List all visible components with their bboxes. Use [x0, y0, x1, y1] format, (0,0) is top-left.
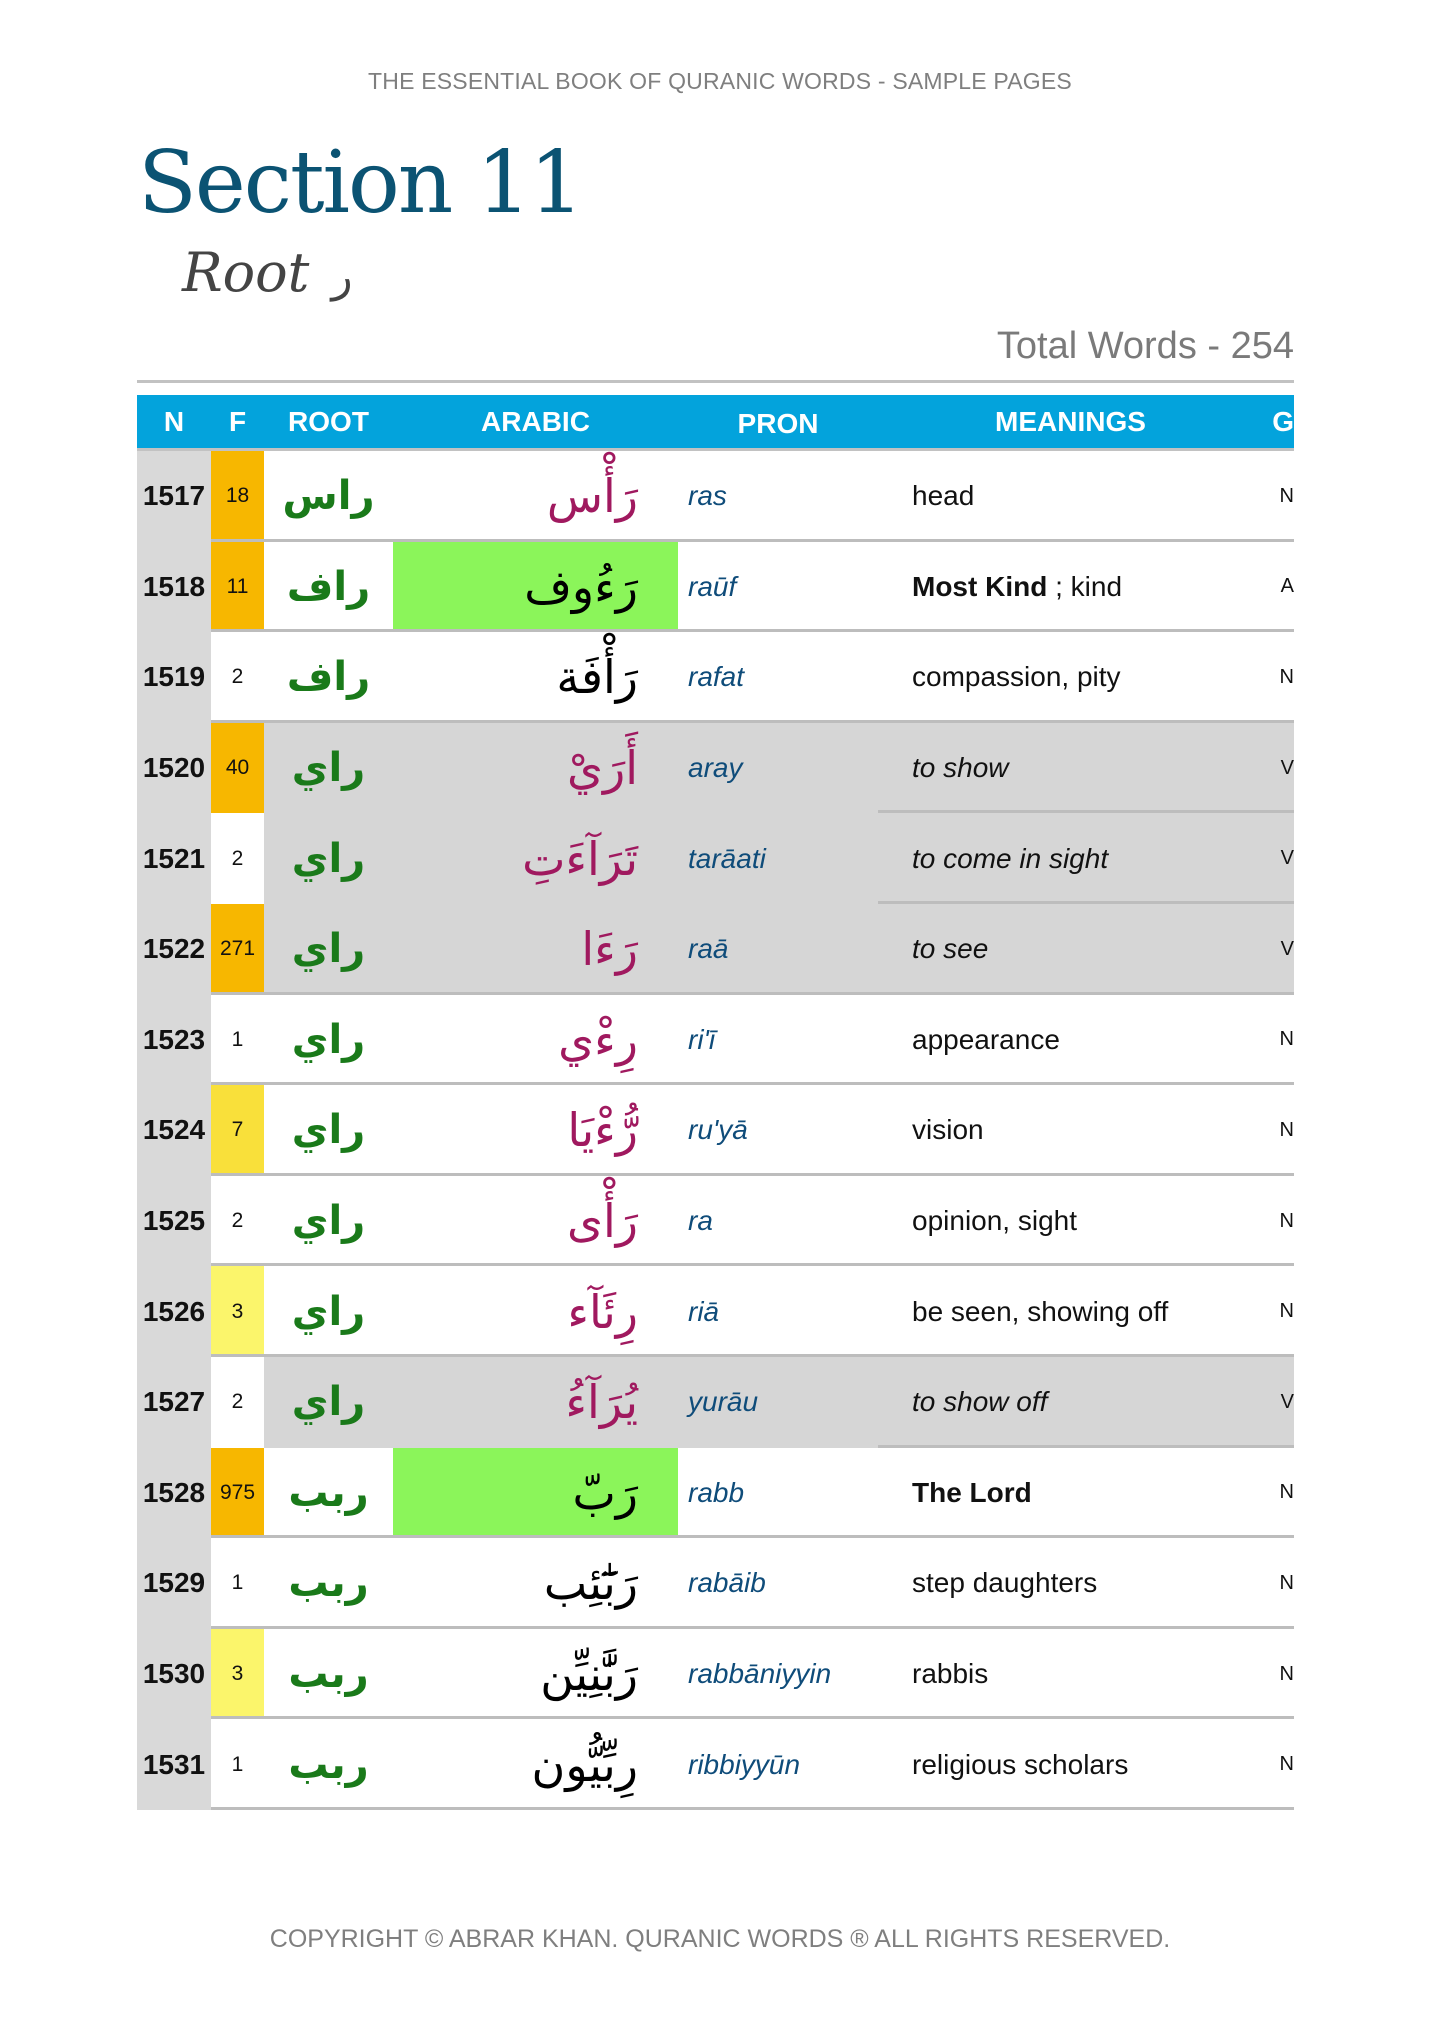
- root-letter: ر: [331, 251, 353, 302]
- grammar-type: N: [1279, 1300, 1294, 1323]
- word-number: 1517: [137, 451, 211, 542]
- grammar-type: N: [1279, 1662, 1294, 1685]
- meaning-text: religious scholars: [912, 1748, 1129, 1780]
- meaning: [878, 1538, 1263, 1629]
- header-g: G: [1272, 406, 1294, 437]
- header-n: N: [163, 406, 185, 437]
- frequency: 40: [211, 723, 264, 814]
- frequency: 3: [211, 1266, 264, 1357]
- table-row: [137, 1538, 1294, 1629]
- word-number: 1518: [137, 542, 211, 633]
- section-title: Section 11: [138, 133, 582, 233]
- top-divider: [137, 380, 1294, 383]
- meaning: [878, 813, 1263, 904]
- meaning-text: be seen, showing off: [912, 1295, 1169, 1327]
- frequency: 18: [211, 451, 264, 542]
- table-row: [137, 1266, 1294, 1357]
- header-root: ROOT: [288, 406, 369, 437]
- meaning-text: to come in sight: [912, 842, 1109, 874]
- table-row: [137, 1719, 1294, 1810]
- arabic-word: رَبّ: [393, 1448, 678, 1539]
- meaning-text: appearance: [912, 1023, 1060, 1055]
- meaning-text: rabbis: [912, 1658, 989, 1690]
- grammar-type: N: [1279, 484, 1294, 507]
- word-number: 1530: [137, 1629, 211, 1720]
- grammar-type: N: [1279, 1571, 1294, 1594]
- grammar-type: N: [1279, 1028, 1294, 1051]
- total-words-count: Total Words - 254: [996, 325, 1294, 367]
- pronunciation: ribbiyyūn: [688, 1748, 801, 1780]
- table-row: [137, 995, 1294, 1086]
- meaning: [878, 542, 1263, 633]
- meaning: [878, 1719, 1263, 1810]
- table-row: [137, 904, 1294, 995]
- pronunciation: rabbāniyyin: [688, 1658, 832, 1690]
- meaning-text: ; kind: [1047, 570, 1123, 602]
- root-word: راف: [286, 654, 371, 701]
- words-table: [137, 395, 1294, 1810]
- frequency: 1: [231, 1027, 244, 1051]
- root-word: راي: [291, 1288, 366, 1335]
- meaning-text: vision: [912, 1114, 984, 1146]
- root-word: راي: [291, 1198, 366, 1245]
- pronunciation: ra: [688, 1205, 713, 1237]
- word-number: 1522: [137, 904, 211, 995]
- meaning-text: step daughters: [912, 1567, 1098, 1599]
- meaning-emphasis: The Lord: [912, 1476, 1032, 1508]
- word-number: 1519: [137, 632, 211, 723]
- table-row: [137, 542, 1294, 633]
- word-number: 1526: [137, 1266, 211, 1357]
- root-word: راي: [291, 1107, 366, 1154]
- word-number: 1528: [137, 1448, 211, 1539]
- pronunciation: ru'yā: [688, 1114, 748, 1146]
- frequency: 2: [231, 1390, 244, 1414]
- table-row: [137, 723, 1294, 814]
- grammar-type: V: [1263, 723, 1294, 814]
- word-number: 1524: [137, 1085, 211, 1176]
- arabic-word: أَرَيْ: [393, 723, 678, 814]
- frequency: 2: [231, 665, 244, 689]
- meaning: [878, 451, 1263, 542]
- word-number: 1527: [137, 1357, 211, 1448]
- header-meanings: MEANINGS: [995, 406, 1146, 437]
- root-word: ربب: [288, 1651, 369, 1698]
- header-pron: PRON: [737, 408, 819, 439]
- frequency: 11: [211, 542, 264, 633]
- grammar-type: V: [1263, 1357, 1294, 1448]
- grammar-type: V: [1263, 904, 1294, 995]
- pronunciation: rabb: [688, 1476, 745, 1508]
- word-number: 1531: [137, 1719, 211, 1810]
- arabic-word: رَءُوف: [393, 542, 678, 633]
- meaning-text: head: [912, 480, 975, 512]
- pronunciation: aray: [678, 723, 878, 814]
- frequency: 3: [211, 1629, 264, 1720]
- arabic-word: رَبَٰٓئِب: [543, 1556, 638, 1611]
- arabic-word: رَبَّٰنِيِّن: [540, 1647, 638, 1702]
- header-arabic: ARABIC: [481, 406, 590, 437]
- grammar-type: N: [1279, 1753, 1294, 1776]
- meaning: [878, 632, 1263, 723]
- word-number: 1525: [137, 1176, 211, 1267]
- root-word: راي: [264, 813, 393, 904]
- table-header: [137, 395, 1294, 451]
- grammar-type: N: [1279, 1118, 1294, 1141]
- meaning: [878, 1266, 1263, 1357]
- root-word: راي: [264, 723, 393, 814]
- table-row: [137, 1629, 1294, 1720]
- table-row: [137, 1085, 1294, 1176]
- arabic-word: رُّءْيَا: [567, 1103, 638, 1158]
- grammar-type: N: [1279, 665, 1294, 688]
- grammar-type: N: [1279, 1209, 1294, 1232]
- arabic-word: تَرَآءَتِ: [393, 813, 678, 904]
- root-word: راي: [264, 1357, 393, 1448]
- frequency: 1: [231, 1571, 244, 1595]
- frequency: 271: [211, 904, 264, 995]
- table-row: [137, 1448, 1294, 1539]
- arabic-word: رَأْفَة: [556, 650, 638, 705]
- pronunciation: raā: [678, 904, 878, 995]
- root-word: راس: [282, 473, 375, 520]
- meaning-text: to show off: [912, 1386, 1048, 1418]
- pronunciation: ri'ī: [688, 1023, 716, 1055]
- word-number: 1529: [137, 1538, 211, 1629]
- row-divider: [211, 1807, 1294, 1810]
- pronunciation: rafat: [688, 661, 745, 693]
- grammar-type: A: [1280, 575, 1294, 598]
- meaning: [878, 1629, 1263, 1720]
- word-number: 1523: [137, 995, 211, 1086]
- arabic-word: رِئَآء: [567, 1284, 638, 1339]
- table-row: [137, 1176, 1294, 1267]
- grammar-type: N: [1279, 1481, 1294, 1504]
- section-subtitle: [182, 241, 353, 304]
- pronunciation: raūf: [688, 570, 737, 602]
- meaning: [878, 1357, 1263, 1448]
- frequency: 2: [231, 846, 244, 870]
- root-label: Root: [182, 241, 310, 304]
- arabic-word: يُرَآءُ: [393, 1357, 678, 1448]
- word-number: 1521: [137, 813, 211, 904]
- meaning-text: opinion, sight: [912, 1205, 1078, 1237]
- meaning-text: compassion, pity: [912, 661, 1121, 693]
- arabic-word: رَءَا: [393, 904, 678, 995]
- table-row: [137, 1357, 1294, 1448]
- arabic-word: رِءْي: [558, 1012, 638, 1067]
- root-word: ربب: [288, 1741, 369, 1788]
- meaning-emphasis: Most Kind: [912, 570, 1048, 602]
- root-word: راي: [264, 904, 393, 995]
- pronunciation: tarāati: [678, 813, 878, 904]
- arabic-word: رِبِّيُّون: [531, 1737, 638, 1792]
- meaning: [878, 1085, 1263, 1176]
- table-row: [137, 813, 1294, 904]
- copyright-footer: COPYRIGHT © ABRAR KHAN. QURANIC WORDS ® ALL RIGHTS RESERVED.: [269, 1925, 1171, 1953]
- meaning: [878, 904, 1263, 995]
- running-head: THE ESSENTIAL BOOK OF QURANIC WORDS - SAMPLE PAGES: [368, 68, 1072, 94]
- word-number: 1520: [137, 723, 211, 814]
- frequency: 7: [211, 1085, 264, 1176]
- arabic-word: رَأْى: [567, 1194, 638, 1249]
- grammar-type: V: [1263, 813, 1294, 904]
- root-word: ربب: [288, 1469, 369, 1516]
- pronunciation: riā: [688, 1295, 720, 1327]
- meaning-text: to see: [912, 933, 989, 965]
- root-word: راف: [286, 563, 371, 610]
- root-word: راي: [291, 1016, 366, 1063]
- arabic-word: رَأْس: [546, 469, 638, 524]
- frequency: 975: [211, 1448, 264, 1539]
- meaning: [878, 723, 1263, 814]
- meaning-text: to show: [912, 752, 1009, 784]
- meaning: [878, 995, 1263, 1086]
- table-body: [137, 451, 1294, 1810]
- pronunciation: rabāib: [688, 1567, 766, 1599]
- header-f: F: [228, 406, 247, 437]
- pronunciation: yurāu: [678, 1357, 878, 1448]
- frequency: 1: [231, 1752, 244, 1776]
- table-row: [137, 632, 1294, 723]
- frequency: 2: [231, 1209, 244, 1233]
- meaning: [878, 1448, 1263, 1539]
- root-word: ربب: [288, 1560, 369, 1607]
- table-row: [137, 451, 1294, 542]
- meaning: [878, 1176, 1263, 1267]
- pronunciation: ras: [688, 480, 727, 512]
